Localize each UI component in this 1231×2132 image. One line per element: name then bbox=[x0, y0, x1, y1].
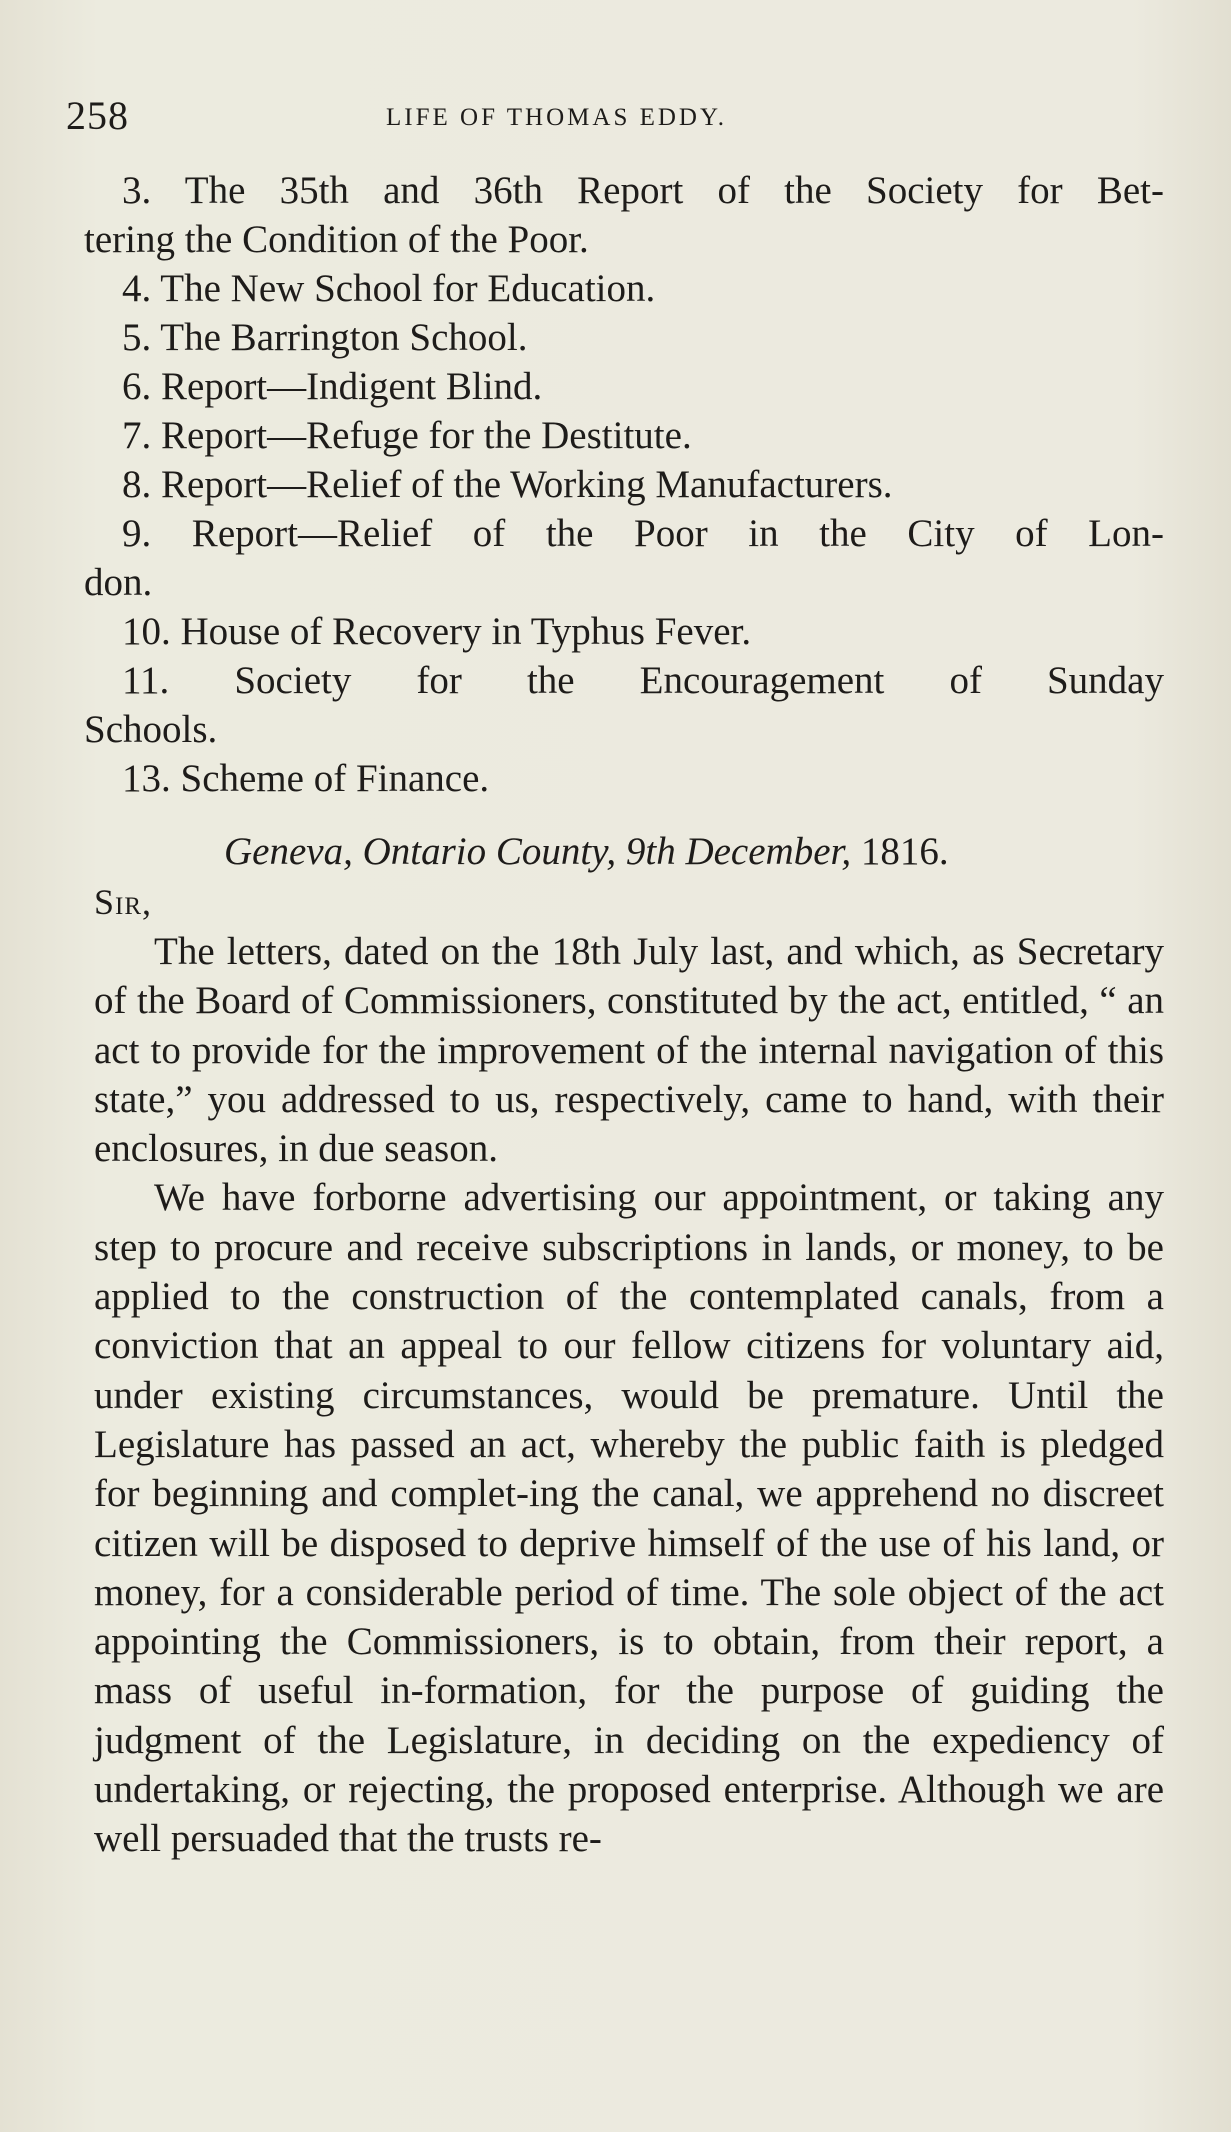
letter-paragraph: We have forborne advertising our appointment, or taking any step to procure and receive subscriptions in lands, or money, to be applied to the construction of the contemplated canals, from a conviction that an appeal to our fellow citizens for voluntary aid, under existing circumstances, would be premature. Until the Legislature has passed an act, whereby the public faith is pledged for beginning and complet-ing the canal, we apprehend no discreet citizen will be disposed to deprive himself of the use of his land, or money, for a considerable period of time. The sole object of the act appointing the Commissioners, is to obtain, from their report, a mass of useful in-formation, for the purpose of guiding the judgment of the Legislature, in deciding on the expediency of undertaking, or rejecting, the proposed enterprise. Although we are well persuaded that the trusts re- bbox=[94, 1176, 1164, 1861]
list-item bbox=[84, 166, 1164, 264]
letter-salutation: Sir, bbox=[94, 882, 153, 922]
dateline-place: Geneva, Ontario County, 9th December, bbox=[224, 830, 852, 873]
list-item: 5. The Barrington School. bbox=[122, 316, 528, 359]
list-item-line: don. bbox=[84, 561, 153, 604]
page-number: 258 bbox=[66, 93, 129, 138]
list-item-line: 3. The 35th and 36th Report of the Society for Bet- bbox=[122, 169, 1164, 212]
list-item bbox=[84, 656, 1164, 754]
list-item bbox=[84, 509, 1164, 607]
page-body bbox=[84, 166, 1164, 1864]
enclosure-list bbox=[84, 166, 1164, 803]
list-item-line: Schools. bbox=[84, 708, 218, 751]
list-item: 7. Report—Refuge for the Destitute. bbox=[122, 414, 692, 457]
dateline-year: 1816. bbox=[851, 830, 949, 873]
list-item-line: tering the Condition of the Poor. bbox=[84, 218, 589, 261]
letter-dateline bbox=[84, 827, 1164, 877]
list-item: 13. Scheme of Finance. bbox=[122, 757, 490, 800]
page-header bbox=[66, 92, 1176, 148]
list-item: 8. Report—Relief of the Working Manufacturers. bbox=[122, 463, 893, 506]
list-item: 4. The New School for Education. bbox=[122, 267, 656, 310]
list-item: 10. House of Recovery in Typhus Fever. bbox=[122, 610, 752, 653]
running-head: LIFE OF THOMAS EDDY. bbox=[386, 104, 728, 131]
letter-paragraph: The letters, dated on the 18th July last, and which, as Secretary of the Board of Commissioners, constituted by the act, entitled, “ an act to provide for the improvement of the internal navigation of this state,” you addressed to us, respectively, came to hand, with their enclosures, in due season. bbox=[94, 930, 1164, 1171]
list-item-line: 9. Report—Relief of the Poor in the City of Lon- bbox=[122, 512, 1164, 555]
list-item-line: 11. Society for the Encouragement of Sunday bbox=[122, 659, 1164, 702]
list-item: 6. Report—Indigent Blind. bbox=[122, 365, 543, 408]
